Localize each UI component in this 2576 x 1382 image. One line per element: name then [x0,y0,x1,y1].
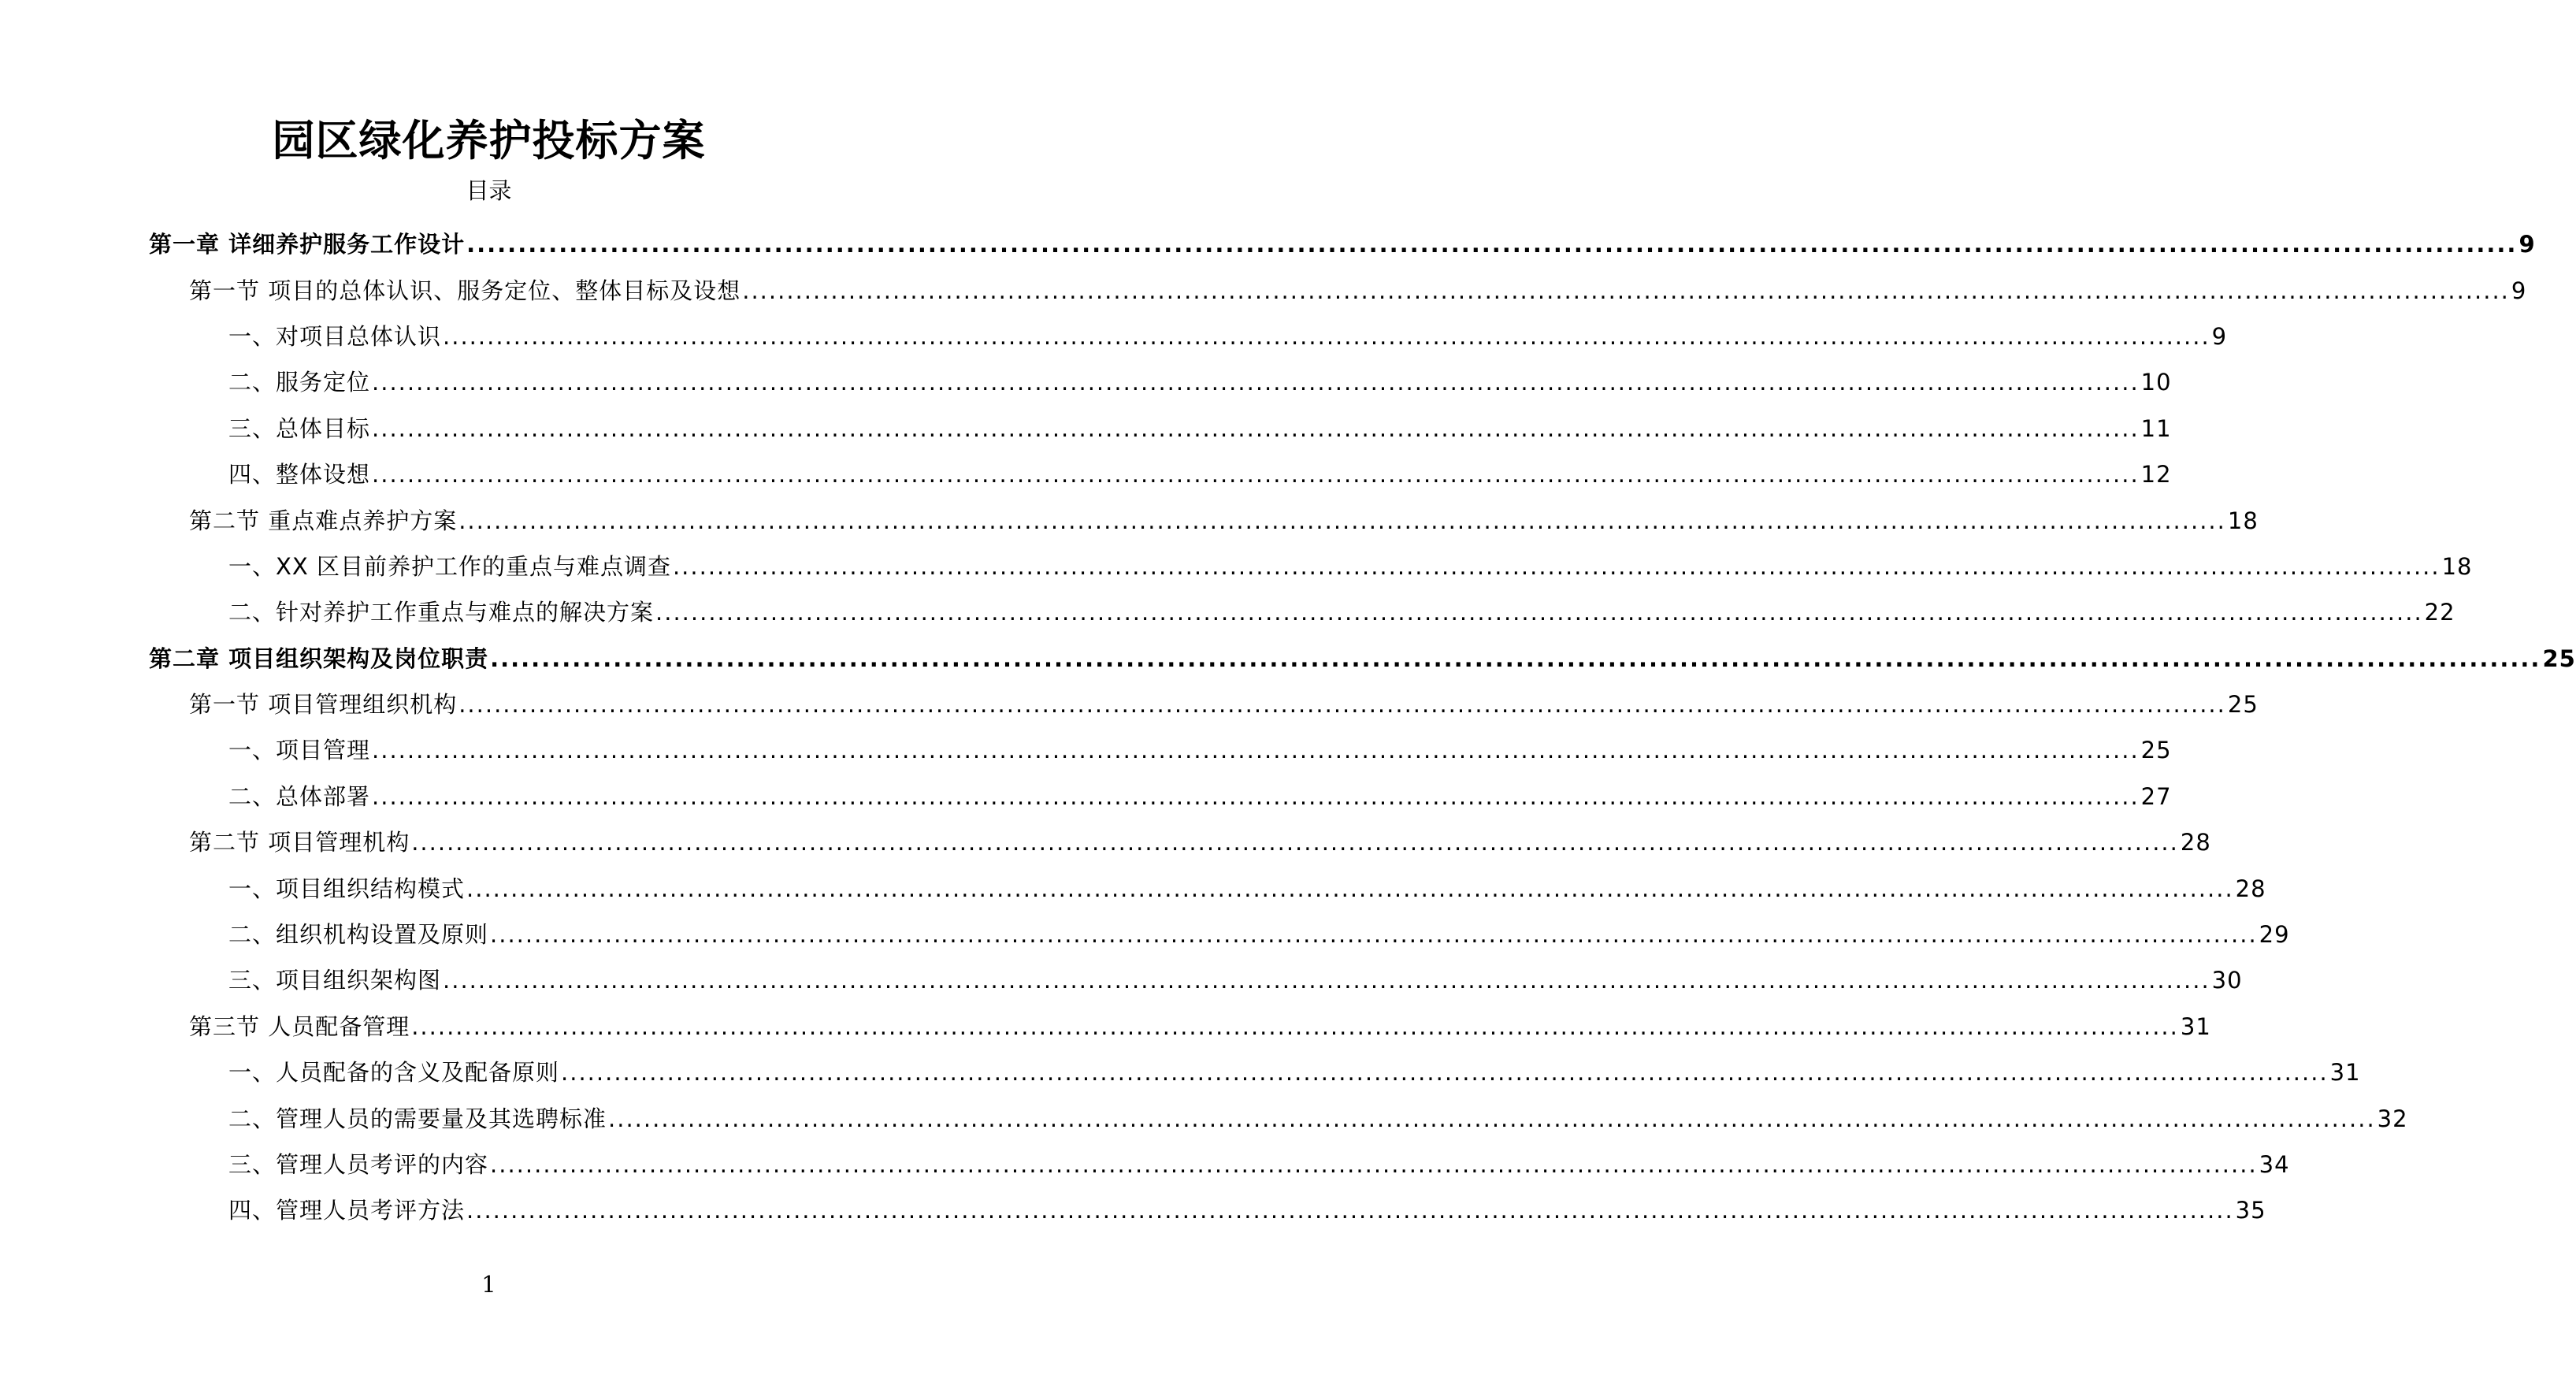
toc-entry-page-number: 28 [2235,875,2266,902]
toc-entry[interactable] [0,359,2172,405]
document-title: 园区绿化养护投标方案 [272,116,706,165]
toc-dot-leader: ........................................................................................................................................................................................................ [372,737,2140,764]
toc-dot-leader: ........................................................................................................................................................................................................ [466,231,2518,258]
toc-entry-label: 第二节 项目管理机构 [189,829,410,856]
toc-entry[interactable] [0,957,2243,1003]
toc-entry-label: 三、总体目标 [228,414,371,442]
toc-entry-page-number: 28 [2180,829,2211,856]
toc-entry-page-number: 29 [2259,921,2290,949]
toc-entry-label: 二、管理人员的需要量及其选聘标准 [228,1105,607,1132]
toc-entry[interactable] [0,221,2536,267]
toc-entry-page-number: 32 [2377,1105,2408,1132]
toc-entry-page-number: 22 [2424,599,2455,626]
toc-entry-page-number: 25 [2140,737,2172,764]
toc-entry-label: 四、整体设想 [228,461,371,489]
toc-entry-label: 第一节 项目管理组织机构 [189,691,458,719]
toc-entry-label: 一、项目组织结构模式 [228,875,466,902]
toc-entry[interactable] [0,544,2473,589]
toc-entry[interactable] [0,774,2172,819]
toc-entry-label: 二、总体部署 [228,782,371,810]
toc-entry-page-number: 9 [2511,277,2527,304]
toc-entry-label: 第三节 人员配备管理 [189,1012,410,1040]
toc-entry-label: 第一节 项目的总体认识、服务定位、整体目标及设想 [189,277,741,304]
toc-entry[interactable] [0,1095,2408,1141]
toc-entry-page-number: 18 [2227,507,2259,534]
toc-dot-leader: ........................................................................................................................................................................................................ [411,829,2179,856]
toc-entry-label: 一、XX 区目前养护工作的重点与难点调查 [228,552,671,580]
toc-entry-page-number: 11 [2140,414,2172,442]
toc-entry-page-number: 10 [2140,369,2172,396]
toc-entry[interactable] [0,865,2266,911]
toc-entry-page-number: 31 [2329,1059,2361,1087]
toc-entry-page-number: 25 [2542,645,2576,672]
toc-dot-leader: ........................................................................................................................................................................................................ [372,369,2140,396]
toc-entry-label: 一、项目管理 [228,737,371,764]
toc-heading: 目录 [466,177,512,204]
toc-entry-label: 二、服务定位 [228,369,371,396]
toc-dot-leader: ........................................................................................................................................................................................................ [466,1197,2234,1224]
toc-entry-label: 二、组织机构设置及原则 [228,921,489,949]
toc-entry-page-number: 34 [2259,1151,2290,1178]
toc-entry-label: 第二章 项目组织架构及岗位职责 [149,645,489,672]
toc-entry-label: 第二节 重点难点养护方案 [189,507,458,534]
toc-entry[interactable] [0,912,2290,957]
toc-dot-leader: ........................................................................................................................................................................................................ [466,875,2234,902]
toc-entry-label: 四、管理人员考评方法 [228,1197,466,1224]
toc-dot-leader: ........................................................................................................................................................................................................ [458,507,2226,534]
toc-entry[interactable] [0,406,2172,451]
toc-entry[interactable] [0,1004,2211,1050]
toc-entry-page-number: 12 [2140,461,2172,489]
toc-entry-label: 第一章 详细养护服务工作设计 [149,231,466,258]
toc-entry-page-number: 9 [2518,231,2536,258]
toc-entry-page-number: 35 [2235,1197,2266,1224]
toc-entry[interactable] [0,1050,2361,1095]
toc-entry-label: 三、管理人员考评的内容 [228,1151,489,1178]
toc-entry[interactable] [0,1142,2290,1187]
toc-dot-leader: ........................................................................................................................................................................................................ [490,921,2258,949]
toc-dot-leader: ........................................................................................................................................................................................................ [608,1105,2376,1132]
toc-dot-leader: ........................................................................................................................................................................................................ [372,461,2140,489]
toc-entry-page-number: 18 [2441,552,2473,580]
toc-entry[interactable] [0,636,2576,682]
toc-dot-leader: ........................................................................................................................................................................................................ [411,1012,2179,1040]
toc-dot-leader: ........................................................................................................................................................................................................ [372,782,2140,810]
toc-dot-leader: ........................................................................................................................................................................................................ [443,967,2210,994]
toc-entry[interactable] [0,727,2172,773]
toc-dot-leader: ........................................................................................................................................................................................................ [655,599,2423,626]
toc-dot-leader: ........................................................................................................................................................................................................ [458,691,2226,719]
toc-dot-leader: ........................................................................................................................................................................................................ [561,1059,2329,1087]
toc-dot-leader: ........................................................................................................................................................................................................ [372,414,2140,442]
toc-entry-page-number: 30 [2211,967,2243,994]
toc-entry-page-number: 31 [2180,1012,2211,1040]
toc-entry[interactable] [0,497,2259,543]
table-of-contents [0,221,2576,1234]
toc-entry[interactable] [0,314,2228,359]
toc-entry-label: 三、项目组织架构图 [228,967,442,994]
toc-entry-label: 一、对项目总体认识 [228,322,442,350]
toc-entry[interactable] [0,451,2172,497]
toc-entry[interactable] [0,589,2455,635]
page-number: 1 [481,1271,496,1298]
toc-dot-leader: ........................................................................................................................................................................................................ [672,552,2441,580]
toc-entry-page-number: 25 [2227,691,2259,719]
toc-dot-leader: ........................................................................................................................................................................................................ [443,322,2210,350]
toc-entry-label: 一、人员配备的含义及配备原则 [228,1059,560,1087]
toc-entry[interactable] [0,819,2211,865]
toc-entry[interactable] [0,1187,2266,1233]
toc-entry-page-number: 27 [2140,782,2172,810]
toc-dot-leader: ........................................................................................................................................................................................................ [742,277,2510,304]
toc-dot-leader: ........................................................................................................................................................................................................ [490,645,2541,672]
toc-dot-leader: ........................................................................................................................................................................................................ [490,1151,2258,1178]
toc-entry[interactable] [0,267,2527,313]
toc-entry-page-number: 9 [2211,322,2228,350]
toc-entry[interactable] [0,682,2259,727]
toc-entry-label: 二、针对养护工作重点与难点的解决方案 [228,599,655,626]
